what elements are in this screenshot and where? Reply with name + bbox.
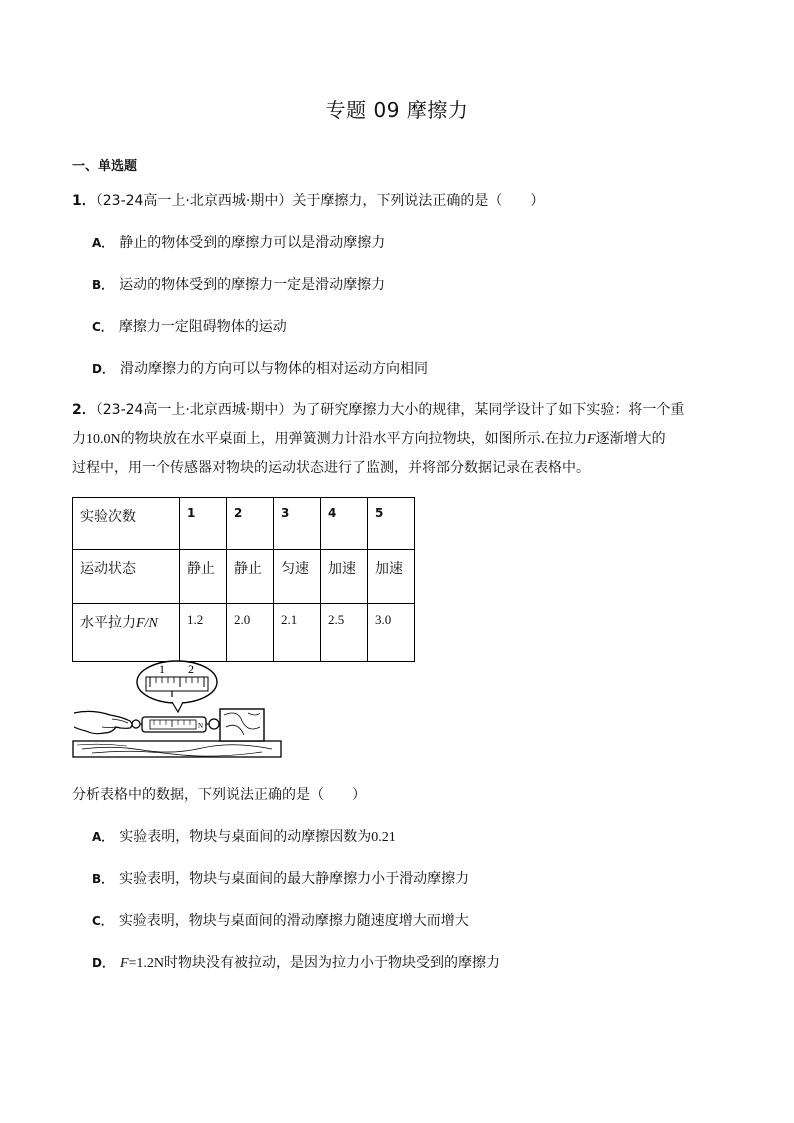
question-1-number: 1． xyxy=(72,193,96,209)
table-cell: 加速 xyxy=(321,550,368,604)
question-1-option-a xyxy=(92,232,385,252)
stem-text: 为了研究摩擦力大小的规律，某同学设计了如下实验：将一个重 xyxy=(292,402,685,418)
table-cell: 静止 xyxy=(227,550,274,604)
table-cell: 3 xyxy=(274,498,321,550)
table-cell: 1 xyxy=(180,498,227,550)
magnified-scale xyxy=(146,677,208,691)
option-label: B． xyxy=(92,872,114,886)
stem-text: 力 xyxy=(72,431,86,447)
option-label: C． xyxy=(92,320,113,334)
option-text: 摩擦力一定阻碍物体的运动 xyxy=(118,319,287,335)
stem-text: 的物块放在水平桌面上，用弹簧测力计沿水平方向拉物块，如图所示.在拉力 xyxy=(120,431,588,447)
question-1-text: 关于摩擦力，下列说法正确的是（ ） xyxy=(292,193,545,209)
question-2-option-c xyxy=(92,910,469,930)
table-cell: 4 xyxy=(321,498,368,550)
table-cell: 5 xyxy=(368,498,415,550)
table-cell: 静止 xyxy=(180,550,227,604)
option-label: A． xyxy=(92,236,114,250)
question-2-number: 2． xyxy=(72,402,96,418)
option-value: 0.21 xyxy=(371,830,396,845)
question-1-option-d xyxy=(92,358,428,378)
force-symbol: F xyxy=(119,956,129,971)
question-2-stem-line-3: 过程中，用一个传感器对物块的运动状态进行了监测，并将部分数据记录在表格中。 xyxy=(72,460,590,476)
gauge-unit-label: N xyxy=(198,722,204,730)
table-header-trials: 实验次数 xyxy=(73,498,180,550)
question-2-option-a xyxy=(92,826,396,846)
question-1-source: （23-24高一上·北京西城·期中） xyxy=(95,193,293,209)
option-label: D． xyxy=(92,956,114,970)
force-header-text: 水平拉力 xyxy=(80,615,136,631)
option-label: C． xyxy=(92,914,113,928)
question-2-stem-line-2 xyxy=(72,428,666,448)
hand xyxy=(74,711,132,733)
table-cell: 2.0 xyxy=(227,604,274,662)
option-text: 静止的物体受到的摩擦力可以是滑动摩擦力 xyxy=(119,235,386,251)
table-row xyxy=(73,498,415,550)
section-heading: 一、单选题 xyxy=(72,159,138,174)
table-row xyxy=(73,550,415,604)
question-1-option-c xyxy=(92,316,287,336)
weight-value: 10.0N xyxy=(86,432,121,447)
option-text: 滑动摩擦力的方向可以与物体的相对运动方向相同 xyxy=(119,361,428,377)
page-title: 专题 09 摩擦力 xyxy=(325,98,469,122)
option-text: 运动的物体受到的摩擦力一定是滑动摩擦力 xyxy=(119,277,386,293)
spring-scale-drawing xyxy=(72,657,292,759)
stem-text: 逐渐增大的 xyxy=(595,431,666,447)
table-cell: 加速 xyxy=(368,550,415,604)
force-symbol: F xyxy=(587,432,596,447)
question-2-prompt: 分析表格中的数据，下列说法正确的是（ ） xyxy=(72,787,366,803)
option-text: 时物块没有被拉动，是因为拉力小于物块受到的摩擦力 xyxy=(164,955,501,971)
question-2-option-d xyxy=(92,952,500,972)
table-row xyxy=(73,604,415,662)
option-label: D． xyxy=(92,362,114,376)
question-1-stem xyxy=(72,190,544,210)
option-label: A． xyxy=(92,830,114,844)
table-cell: 2.1 xyxy=(274,604,321,662)
scale-label-2: 2 xyxy=(188,662,194,676)
table-cell: 3.0 xyxy=(368,604,415,662)
option-value: =1.2N xyxy=(128,956,165,971)
option-text: 实验表明，物块与桌面间的最大静摩擦力小于滑动摩擦力 xyxy=(119,871,470,887)
scale-label-1: 1 xyxy=(159,662,165,676)
table-header-state: 运动状态 xyxy=(73,550,180,604)
question-2-source: （23-24高一上·北京西城·期中） xyxy=(95,402,293,418)
table-cell: 匀速 xyxy=(274,550,321,604)
option-text: 实验表明，物块与桌面间的动摩擦因数为 xyxy=(119,829,372,845)
magnifier-pointer xyxy=(172,702,183,712)
question-2-option-b xyxy=(92,868,469,888)
option-text: 实验表明，物块与桌面间的滑动摩擦力随速度增大而增大 xyxy=(118,913,469,929)
spring-scale-figure xyxy=(72,657,292,763)
table-cell: 1.2 xyxy=(180,604,227,662)
question-2-stem-line-1 xyxy=(72,399,684,419)
force-unit: F/N xyxy=(136,616,158,631)
table-cell: 2.5 xyxy=(321,604,368,662)
data-table xyxy=(72,497,415,662)
question-1-option-b xyxy=(92,274,385,294)
table-header-force xyxy=(73,604,180,662)
table-cell: 2 xyxy=(227,498,274,550)
option-label: B． xyxy=(92,278,114,292)
